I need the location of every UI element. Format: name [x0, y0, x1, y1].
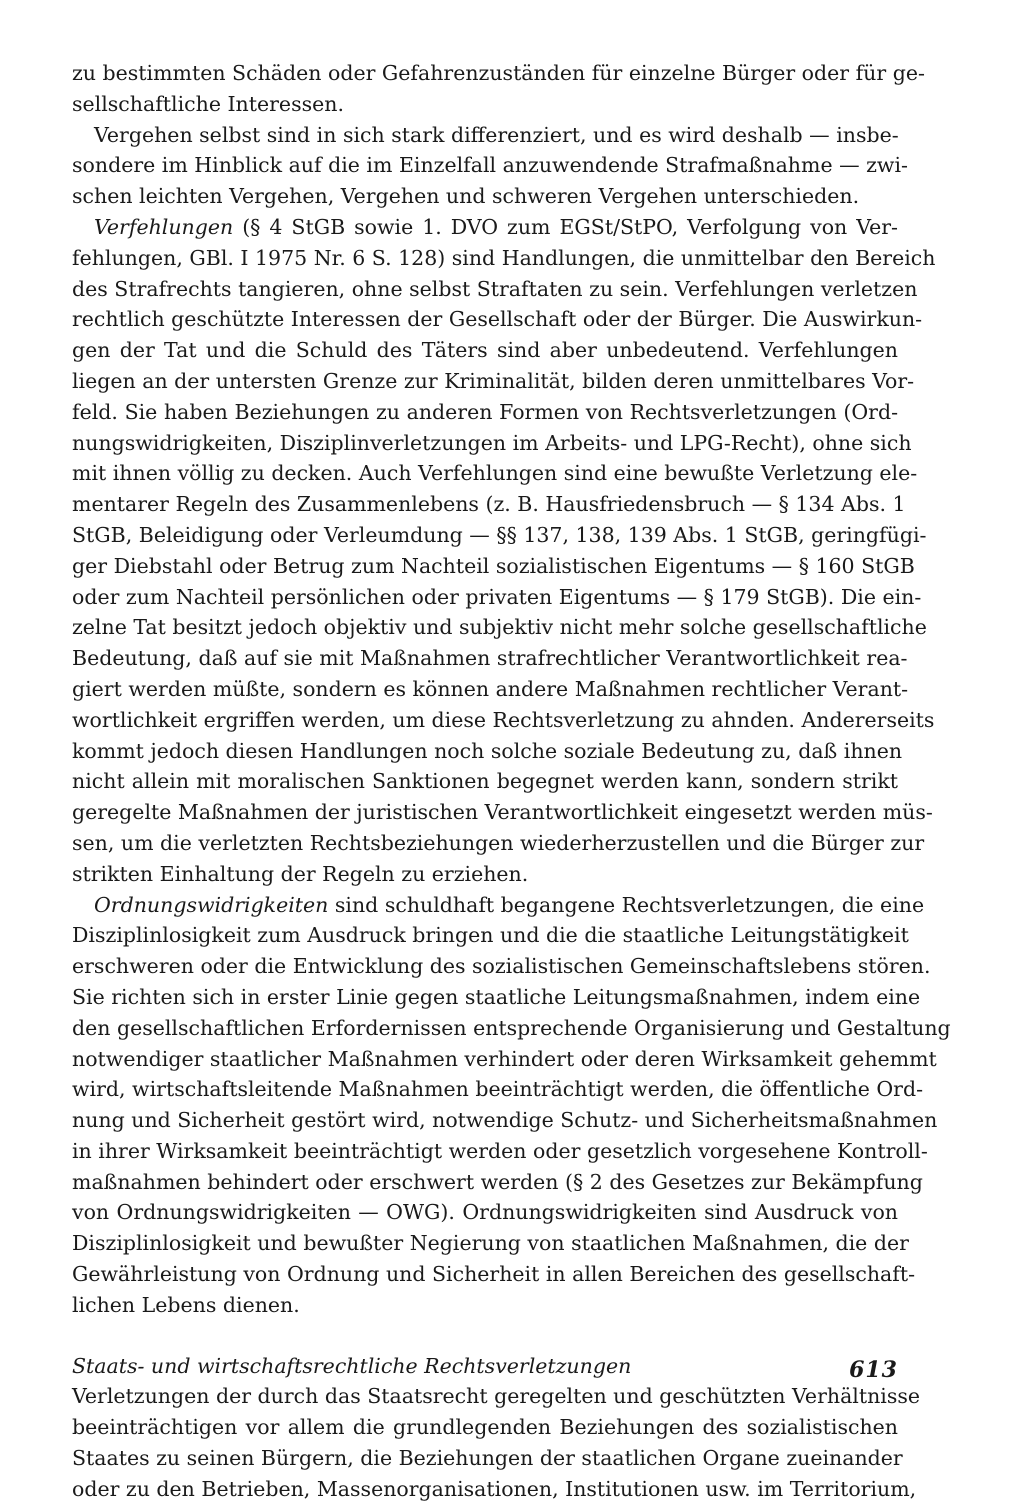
text-line: in ihrer Wirksamkeit beeinträchtigt werden oder gesetzlich vorgesehene Kontroll-: [72, 1138, 928, 1163]
text-line: mit ihnen völlig zu decken. Auch Verfehlungen sind eine bewußte Verletzung ele-: [72, 461, 918, 486]
text-line: beeinträchtigen vor allem die grundlegenden Beziehungen des sozialistischen: [72, 1415, 898, 1440]
text-line: oder zum Nachteil persönlichen oder privaten Eigentums — § 179 StGB). Die ein-: [72, 584, 922, 609]
text-line: sellschaftliche Interessen.: [72, 91, 344, 116]
text-line-rest: (§ 4 StGB sowie 1. DVO zum EGSt/StPO, Verfolgung von Ver-: [242, 214, 898, 239]
text-line: wird, wirtschaftsleitende Maßnahmen beeinträchtigt werden, die öffentliche Ord-: [72, 1077, 924, 1102]
text-line: strikten Einhaltung der Regeln zu erziehen.: [72, 861, 529, 886]
term-ordnungswidrigkeiten: Ordnungswidrigkeiten: [94, 892, 329, 917]
text-line: lichen Lebens dienen.: [72, 1292, 300, 1317]
section-spacer: [72, 1321, 898, 1351]
text-line: rechtlich geschützte Interessen der Gesellschaft oder der Bürger. Die Auswirkun-: [72, 307, 923, 332]
text-line: giert werden müßte, sondern es können andere Maßnahmen rechtlicher Verant-: [72, 676, 909, 701]
text-line: liegen an der untersten Grenze zur Kriminalität, bilden deren unmittelbares Vor-: [72, 368, 915, 393]
text-line: nicht allein mit moralischen Sanktionen begegnet werden kann, sondern strikt: [72, 769, 898, 794]
text-line: fehlungen, GBl. I 1975 Nr. 6 S. 128) sind Handlungen, die unmittelbar den Bereich: [72, 245, 936, 270]
term-verfehlungen: Verfehlungen: [94, 214, 234, 239]
text-line: feld. Sie haben Beziehungen zu anderen Formen von Rechtsverletzungen (Ord-: [72, 399, 898, 424]
text-line: ger Diebstahl oder Betrug zum Nachteil sozialistischen Eigentums — § 160 StGB: [72, 553, 915, 578]
text-line: Disziplinlosigkeit zum Ausdruck bringen und die die staatliche Leitungstätigkeit: [72, 923, 909, 948]
page-number: 613: [849, 1357, 898, 1383]
text-line: [72, 890, 925, 921]
text-line: zu bestimmten Schäden oder Gefahrenzuständen für einzelne Bürger oder für ge-: [72, 61, 925, 85]
text-line: nung und Sicherheit gestört wird, notwendige Schutz- und Sicherheitsmaßnahmen: [72, 1108, 938, 1133]
text-line: Disziplinlosigkeit und bewußter Negierung von staatlichen Maßnahmen, die der: [72, 1231, 909, 1256]
text-line: oder zu den Betrieben, Massenorganisationen, Institutionen usw. im Territorium,: [72, 1476, 917, 1501]
text-line: sondere im Hinblick auf die im Einzelfall anzuwendende Strafmaßnahme — zwi-: [72, 153, 908, 178]
book-page: [72, 58, 951, 1501]
text-line: Vergehen selbst sind in sich stark differenziert, und es wird deshalb — insbe-: [94, 122, 899, 147]
text-line: kommt jedoch diesen Handlungen noch solche soziale Bedeutung zu, daß ihnen: [72, 738, 903, 763]
text-line: Staates zu seinen Bürgern, die Beziehungen der staatlichen Organe zueinander: [72, 1446, 903, 1471]
text-line: mentarer Regeln des Zusammenlebens (z. B. Hausfriedensbruch — § 134 Abs. 1: [72, 492, 906, 517]
text-line: des Strafrechts tangieren, ohne selbst Straftaten zu sein. Verfehlungen verletzen: [72, 276, 918, 301]
text-line: Bedeutung, daß auf sie mit Maßnahmen strafrechtlicher Verantwortlichkeit rea-: [72, 646, 908, 671]
text-line: notwendiger staatlicher Maßnahmen verhindert oder deren Wirksamkeit gehemmt: [72, 1046, 937, 1071]
text-line: erschweren oder die Entwicklung des sozialistischen Gemeinschaftslebens stören.: [72, 954, 931, 979]
text-line: maßnahmen behindert oder erschwert werden (§ 2 des Gesetzes zur Bekämpfung: [72, 1169, 923, 1194]
text-line: sen, um die verletzten Rechtsbeziehungen wiederherzustellen und die Bürger zur: [72, 830, 925, 855]
text-line: Gewährleistung von Ordnung und Sicherheit in allen Bereichen des gesellschaft-: [72, 1262, 916, 1287]
text-line: schen leichten Vergehen, Vergehen und schweren Vergehen unterschieden.: [72, 184, 860, 209]
text-line: Verletzungen der durch das Staatsrecht geregelten und geschützten Verhältnisse: [72, 1384, 921, 1409]
text-line: [72, 212, 898, 243]
text-line: Sie richten sich in erster Linie gegen staatliche Leitungsmaßnahmen, indem eine: [72, 984, 921, 1009]
text-line: nungswidrigkeiten, Disziplinverletzungen im Arbeits- und LPG-Recht), ohne sich: [72, 430, 912, 455]
section-heading: Staats- und wirtschaftsrechtliche Rechtsverletzungen: [72, 1353, 632, 1378]
text-line: von Ordnungswidrigkeiten — OWG). Ordnungswidrigkeiten sind Ausdruck von: [72, 1200, 898, 1225]
text-line: geregelte Maßnahmen der juristischen Verantwortlichkeit eingesetzt werden müs-: [72, 800, 933, 825]
text-line: den gesellschaftlichen Erfordernissen entsprechende Organisierung und Gestaltung: [72, 1015, 951, 1040]
text-line: wortlichkeit ergriffen werden, um diese Rechtsverletzung zu ahnden. Andererseits: [72, 707, 935, 732]
text-line: StGB, Beleidigung oder Verleumdung — §§ 137, 138, 139 Abs. 1 StGB, geringfügi-: [72, 522, 927, 547]
text-line-rest: sind schuldhaft begangene Rechtsverletzungen, die eine: [334, 892, 925, 917]
text-line: zelne Tat besitzt jedoch objektiv und subjektiv nicht mehr solche gesellschaftliche: [72, 615, 927, 640]
text-line: gen der Tat und die Schuld des Täters sind aber unbedeutend. Verfehlungen: [72, 338, 898, 363]
